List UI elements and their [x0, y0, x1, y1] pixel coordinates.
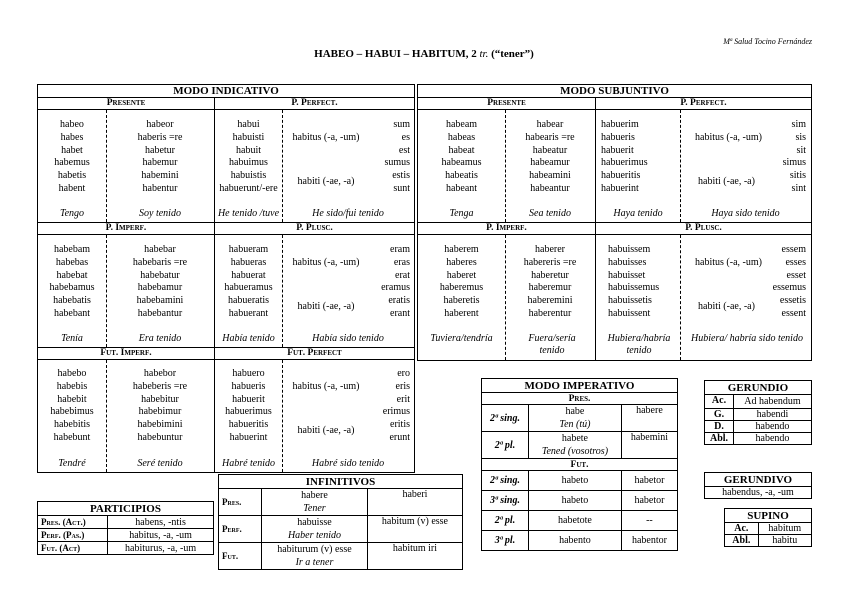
ind-plusc-aux-2: erat	[395, 269, 410, 281]
ind-futperf-aux-3: erimus	[382, 406, 410, 418]
ind-perf-aux-2: est	[398, 144, 410, 156]
ger-value-0: Ad habendum	[734, 395, 812, 409]
sub-presente-head: Presente	[418, 98, 595, 110]
imperativo-head: MODO IMPERATIVO	[482, 379, 678, 393]
sub-perf-part-sg: habitus (-a, -um)	[695, 132, 762, 143]
ind-pres-passive-4: habemini	[141, 170, 179, 182]
sub-pres-passive-5: habeantur	[530, 182, 570, 194]
gerundio-table	[704, 380, 812, 445]
imp-pres-head: Pres.	[482, 393, 678, 405]
ind-fut-passive-0: habebor	[143, 368, 177, 379]
ind-plusc-active-1: habueras	[230, 256, 267, 268]
ind-futperf-active-2: habuerit	[232, 393, 265, 405]
ind-plusc-head: P. Plusc.	[215, 223, 414, 235]
sub-perf-active-4: habueritis	[601, 170, 641, 182]
subjuntivo-box	[417, 84, 812, 361]
sub-imperf-active-4: haberetis	[443, 295, 480, 307]
ind-pres-passive-0: habeor	[146, 119, 174, 130]
sub-plusc-aux-2: esset	[786, 269, 806, 281]
ind-pres-passive-1: haberis =re	[137, 131, 183, 143]
ind-perf-t1: He tenido /tuve	[217, 208, 280, 219]
sub-imperf-passive-4: haberemini	[527, 295, 573, 307]
ind-imperf-passive-5: habebantur	[137, 307, 183, 319]
sub-plusc-part-sg: habitus (-a, -um)	[695, 257, 762, 268]
ind-imperf-t2: Era tenido	[138, 333, 182, 344]
supino-table	[724, 508, 812, 547]
ind-perf-active-2: habuit	[236, 144, 261, 156]
ind-pres-active	[38, 119, 106, 196]
ind-plusc-active-0: habueram	[228, 244, 269, 255]
ind-futperf-t1: Habré tenido	[221, 458, 276, 469]
indicativo-head: MODO INDICATIVO	[38, 85, 414, 98]
sub-plusc-active-2: habuisset	[608, 269, 646, 281]
ind-fut-passive-1: habeberis =re	[132, 380, 188, 392]
ind-pres-passive-3: habemur	[142, 157, 178, 169]
ind-fut-passive-3: habebimur	[138, 406, 182, 418]
sub-imperf-active-0: haberem	[444, 244, 479, 255]
ind-perf-active	[215, 119, 282, 196]
ind-pres-active-5: habent	[58, 182, 86, 194]
sub-plusc-aux-3: essemus	[772, 282, 806, 294]
inf-perf-label: Perf.	[219, 516, 262, 543]
ind-fut-active-3: habebimus	[50, 406, 94, 418]
ind-pres-active-1: habes	[60, 131, 84, 143]
ind-futperf-aux-4: eritis	[390, 419, 410, 431]
inf-fut-trans: Ir a tener	[295, 557, 334, 568]
part-pres-value: habens, -ntis	[108, 516, 214, 529]
ind-presente-head: Presente	[38, 98, 214, 110]
sub-imperf-active-2: haberet	[446, 269, 477, 281]
ind-perf-active-1: habuisti	[232, 131, 265, 143]
part-fut-value: habiturus, -a, -um	[108, 542, 214, 555]
sub-plusc-aux-5: essent	[781, 307, 806, 319]
sub-imperf-active	[418, 244, 505, 321]
imperativo-table	[481, 378, 678, 551]
ind-plusc-active-2: habuerat	[231, 269, 266, 281]
sub-perf-aux-1: sis	[795, 131, 806, 143]
imp-fut-person-1: 3ª sing.	[482, 491, 529, 511]
imp-fut-passive-1: habetor	[621, 491, 677, 511]
sup-value-0: habitum	[758, 523, 811, 535]
sub-perf-active-0: habuerim	[601, 119, 639, 130]
sub-imperf-passive-5: haberentur	[528, 307, 572, 319]
sub-plusc-aux-4: essetis	[779, 295, 806, 307]
sub-perf-aux-3: simus	[782, 157, 806, 169]
ind-perf-t2: He sido/fui tenido	[312, 208, 384, 219]
sub-plusc-active-3: habuissemus	[608, 282, 660, 294]
supino-head: SUPINO	[725, 509, 812, 523]
imp-pres-trans-1: Tened (vosotros)	[541, 446, 609, 457]
sub-pres-passive	[505, 119, 595, 196]
infinitivos-head: INFINITIVOS	[219, 475, 463, 489]
ind-imperf-head: P. Imperf.	[38, 223, 214, 235]
ind-perf-aux-5: sunt	[393, 182, 410, 194]
ind-fut-active-0: habebo	[57, 368, 87, 379]
sub-imperf-active-1: haberes	[446, 256, 477, 268]
ind-plusc-active-5: habuerant	[228, 307, 269, 319]
ind-plusc-t1: Había tenido	[222, 333, 275, 344]
sub-plusc-head: P. Plusc.	[596, 223, 811, 235]
inf-perf-active: habuisse	[297, 517, 332, 528]
ger-case-0: Ac.	[705, 395, 734, 409]
ind-imperf-active-3: habebamus	[49, 282, 95, 294]
ind-pres-passive-5: habentur	[142, 182, 178, 194]
ind-plusc-active	[215, 244, 282, 321]
imp-pres-active-1: habete	[561, 433, 588, 444]
author-name: Mª Salud Tocino Fernández	[723, 37, 812, 46]
ind-perf-aux-1: es	[401, 131, 410, 143]
sub-imperf-head: P. Imperf.	[418, 223, 595, 235]
sub-pres-t2: Sea tenido	[529, 208, 571, 219]
inf-fut-label: Fut.	[219, 543, 262, 570]
inf-fut-passive: habitum iri	[367, 543, 462, 570]
sub-perf-aux-2: sit	[796, 144, 806, 156]
ind-futperf-aux-1: eris	[395, 380, 410, 392]
sub-plusc-t1: Hubiera/habría tenido	[607, 333, 671, 356]
ind-perf-active-4: habuistis	[230, 170, 267, 182]
imp-pres-passive-1: habemini	[621, 432, 677, 459]
imp-fut-passive-0: habetor	[621, 471, 677, 491]
ind-fut-active-4: habebitis	[53, 419, 91, 431]
ind-pres-passive	[106, 119, 214, 196]
ind-futperf-part-pl: habiti (-ae, -a)	[297, 425, 355, 436]
sub-pres-passive-3: habeamur	[530, 157, 570, 169]
ind-perfecto-head: P. Perfect.	[215, 98, 414, 110]
title-main: HABEO – HABUI – HABITUM, 2	[314, 48, 477, 60]
inf-pres-trans: Tener	[303, 503, 326, 514]
inf-fut-cell	[262, 543, 368, 570]
ind-futperf-head: Fut. Perfect	[215, 348, 414, 360]
ind-futperf-t2: Habré sido tenido	[311, 458, 385, 469]
part-pres-label: Pres. (Act.)	[38, 516, 108, 529]
sub-plusc-active-5: habuissent	[608, 307, 651, 319]
gerundivo-table	[704, 472, 812, 499]
ind-plusc-part-pl: habiti (-ae, -a)	[297, 301, 355, 312]
ind-perf-active-5: habuerunt/-ere	[219, 182, 278, 194]
ind-plusc-part-sg: habitus (-a, -um)	[292, 257, 360, 268]
indicativo-box	[37, 84, 415, 473]
sup-case-0: Ac.	[725, 523, 759, 535]
imp-fut-person-2: 2ª pl.	[482, 511, 529, 531]
sub-plusc-active	[608, 244, 688, 321]
imp-fut-passive-2: --	[621, 511, 677, 531]
sub-perf-active	[601, 119, 681, 196]
gerundivo-head: GERUNDIVO	[705, 473, 812, 487]
ind-imperf-active-1: habebas	[55, 256, 89, 268]
ger-value-3: habendo	[734, 433, 812, 445]
ind-pres-t2: Soy tenido	[139, 208, 181, 219]
imp-fut-head: Fut.	[482, 459, 678, 471]
sub-perf-aux	[758, 119, 806, 196]
sub-plusc-active-0: habuissem	[608, 244, 651, 255]
imp-fut-active-2: habetote	[529, 511, 622, 531]
ind-plusc-aux-5: erant	[390, 307, 410, 319]
sub-pres-t1: Tenga	[449, 208, 474, 219]
ind-perf-aux-0: sum	[393, 119, 410, 130]
imp-fut-active-0: habeto	[529, 471, 622, 491]
sub-perf-aux-4: sitis	[789, 170, 806, 182]
ind-futperf-aux-0: ero	[397, 368, 410, 379]
ind-imperf-passive-0: habebar	[144, 244, 176, 255]
sub-pres-active-0: habeam	[445, 119, 478, 130]
ind-perf-active-0: habui	[237, 119, 260, 130]
ind-fut-passive-5: habebuntur	[137, 431, 183, 443]
imp-fut-person-0: 2ª sing.	[482, 471, 529, 491]
ind-perf-aux-4: estis	[392, 170, 410, 182]
imp-pres-trans-0: Ten (tú)	[559, 419, 591, 430]
ind-plusc-aux-3: eramus	[381, 282, 410, 294]
sub-pres-active-2: habeat	[448, 144, 475, 156]
ger-case-3: Abl.	[705, 433, 734, 445]
ind-imperf-active-2: habebat	[56, 269, 88, 281]
ind-perf-aux	[358, 119, 410, 196]
sub-perf-part-pl: habiti (-ae, -a)	[698, 176, 755, 187]
ind-imperf-passive-3: habebamur	[137, 282, 183, 294]
inf-fut-active: habiturum (v) esse	[277, 544, 352, 555]
sub-imperf-passive-3: haberemur	[528, 282, 572, 294]
ind-fut-passive-2: habebitur	[141, 393, 179, 405]
sub-imperf-passive-1: habereris =re	[523, 256, 577, 268]
page-title	[0, 48, 848, 60]
ind-fut-active-1: habebis	[56, 380, 88, 392]
sub-plusc-part-pl: habiti (-ae, -a)	[698, 301, 755, 312]
ger-case-2: D.	[705, 421, 734, 433]
title-tener: (“tener”)	[491, 48, 534, 60]
sub-perf-active-2: habuerit	[601, 144, 634, 156]
sub-pres-passive-2: habeatur	[532, 144, 568, 156]
ind-pres-active-0: habeo	[60, 119, 84, 130]
ind-fut-head: Fut. Imperf.	[38, 348, 214, 360]
ind-fut-t2: Seré tenido	[137, 458, 183, 469]
ind-futperf-aux-2: erit	[396, 393, 410, 405]
gerundio-head: GERUNDIO	[705, 381, 812, 395]
imp-pres-passive-0: habere	[621, 405, 677, 432]
imp-pres-cell-0	[529, 405, 622, 432]
title-tr: tr.	[479, 48, 489, 60]
ind-futperf-active-1: habueris	[231, 380, 266, 392]
inf-pres-cell	[262, 489, 368, 516]
imp-fut-active-1: habeto	[529, 491, 622, 511]
inf-pres-active: habere	[301, 490, 328, 501]
part-fut-label: Fut. (Act)	[38, 542, 108, 555]
inf-pres-label: Pres.	[219, 489, 262, 516]
ind-futperf-active-3: habuerimus	[225, 406, 272, 418]
sub-plusc-aux	[758, 244, 806, 321]
ind-plusc-aux-4: eratis	[388, 295, 410, 307]
sub-pres-active-1: habeas	[447, 131, 476, 143]
sub-plusc-aux-1: esses	[785, 256, 806, 268]
sup-case-1: Abl.	[725, 535, 759, 547]
sub-plusc-t2: Hubiera/ habría sido tenido	[691, 333, 803, 344]
sub-perf-t1: Haya tenido	[613, 208, 663, 219]
ind-imperf-passive-1: habebaris =re	[132, 256, 188, 268]
sub-plusc-active-4: habuissetis	[608, 295, 652, 307]
sub-perf-active-1: habueris	[601, 131, 635, 143]
sub-imperf-t2: Fuera/sería tenido	[528, 333, 576, 356]
sub-pres-passive-4: habeamini	[529, 170, 571, 182]
ind-pres-t1: Tengo	[59, 208, 85, 219]
sub-imperf-passive	[505, 244, 595, 321]
imp-pres-person-1: 2ª pl.	[482, 432, 529, 459]
ind-perf-part-pl: habiti (-ae, -a)	[297, 176, 355, 187]
sub-pres-active	[418, 119, 505, 196]
imp-fut-person-3: 3ª pl.	[482, 531, 529, 551]
ger-value-2: habendo	[734, 421, 812, 433]
sub-perf-aux-5: sint	[791, 182, 806, 194]
sub-perf-t2: Haya sido tenido	[711, 208, 780, 219]
ind-futperf-active-4: habueritis	[228, 419, 269, 431]
participios-head: PARTICIPIOS	[38, 502, 214, 516]
ind-perf-part-sg: habitus (-a, -um)	[292, 132, 360, 143]
sub-pres-passive-0: habear	[536, 119, 564, 130]
ind-imperf-active	[38, 244, 106, 321]
ind-fut-active-2: habebit	[57, 393, 87, 405]
sub-imperf-active-5: haberent	[444, 307, 479, 319]
sub-pres-passive-1: habearis =re	[525, 131, 575, 143]
sub-imperf-passive-2: haberetur	[531, 269, 569, 281]
sub-perf-active-3: habuerimus	[601, 157, 648, 169]
participios-table	[37, 501, 214, 555]
ind-fut-active	[38, 368, 106, 445]
ind-plusc-aux	[358, 244, 410, 321]
sub-plusc-active-1: habuisses	[608, 256, 647, 268]
ind-futperf-active-5: habuerint	[229, 431, 268, 443]
sub-pres-active-3: habeamus	[441, 157, 482, 169]
ind-futperf-part-sg: habitus (-a, -um)	[292, 381, 360, 392]
ind-imperf-active-5: habebant	[53, 307, 91, 319]
ger-value-1: habendi	[734, 409, 812, 421]
part-perf-value: habitus, -a, -um	[108, 529, 214, 542]
sub-perfecto-head: P. Perfect.	[596, 98, 811, 110]
sub-pres-active-4: habeatis	[445, 170, 478, 182]
subjuntivo-head: MODO SUBJUNTIVO	[418, 85, 811, 98]
inf-pres-passive: haberi	[367, 489, 462, 516]
ind-fut-passive-4: habebimini	[137, 419, 183, 431]
ind-pres-active-3: habemus	[54, 157, 90, 169]
ind-futperf-active-0: habuero	[232, 368, 265, 379]
ind-plusc-active-3: habueramus	[224, 282, 273, 294]
sub-pres-active-5: habeant	[445, 182, 478, 194]
ind-fut-active-5: habebunt	[53, 431, 91, 443]
inf-perf-passive: habitum (v) esse	[367, 516, 462, 543]
ind-plusc-active-4: habueratis	[227, 295, 270, 307]
imp-pres-person-0: 2ª sing.	[482, 405, 529, 432]
ind-perf-active-3: habuimus	[229, 157, 268, 169]
sup-value-1: habitu	[758, 535, 811, 547]
ind-pres-active-2: habet	[61, 144, 83, 156]
ind-pres-passive-2: habetur	[145, 144, 175, 156]
ind-fut-passive	[106, 368, 214, 445]
ind-plusc-aux-1: eras	[393, 256, 410, 268]
sub-plusc-aux-0: essem	[781, 244, 806, 255]
ind-futperf-active	[215, 368, 282, 445]
ind-imperf-active-4: habebatis	[53, 295, 91, 307]
ind-pres-active-4: habetis	[57, 170, 87, 182]
imp-fut-passive-3: habentor	[621, 531, 677, 551]
ind-futperf-aux	[358, 368, 410, 445]
ind-imperf-active-0: habebam	[53, 244, 91, 255]
ind-fut-t1: Tendré	[58, 458, 86, 469]
ind-futperf-aux-5: erunt	[389, 431, 410, 443]
ind-imperf-passive-4: habebamini	[136, 295, 184, 307]
sub-perf-aux-0: sim	[791, 119, 806, 130]
imp-pres-active-0: habe	[565, 406, 585, 417]
part-perf-label: Perf. (Pas.)	[38, 529, 108, 542]
imp-fut-active-3: habento	[529, 531, 622, 551]
inf-perf-trans: Haber tenido	[287, 530, 341, 541]
sub-perf-active-5: habuerint	[601, 182, 639, 194]
infinitivos-table	[218, 474, 463, 570]
ind-imperf-passive	[106, 244, 214, 321]
inf-perf-cell	[262, 516, 368, 543]
ger-case-1: G.	[705, 409, 734, 421]
sub-imperf-passive-0: haberer	[535, 244, 565, 255]
ind-plusc-aux-0: eram	[390, 244, 410, 255]
ind-perf-aux-3: sumus	[384, 157, 410, 169]
ind-imperf-passive-2: habebatur	[140, 269, 180, 281]
ind-plusc-t2: Había sido tenido	[312, 333, 384, 344]
sub-imperf-active-3: haberemus	[439, 282, 484, 294]
sub-imperf-t1: Tuviera/tendría	[430, 333, 493, 344]
gerundivo-value: habendus, -a, -um	[705, 487, 812, 499]
ind-imperf-t1: Tenía	[61, 333, 83, 344]
imp-pres-cell-1	[529, 432, 622, 459]
